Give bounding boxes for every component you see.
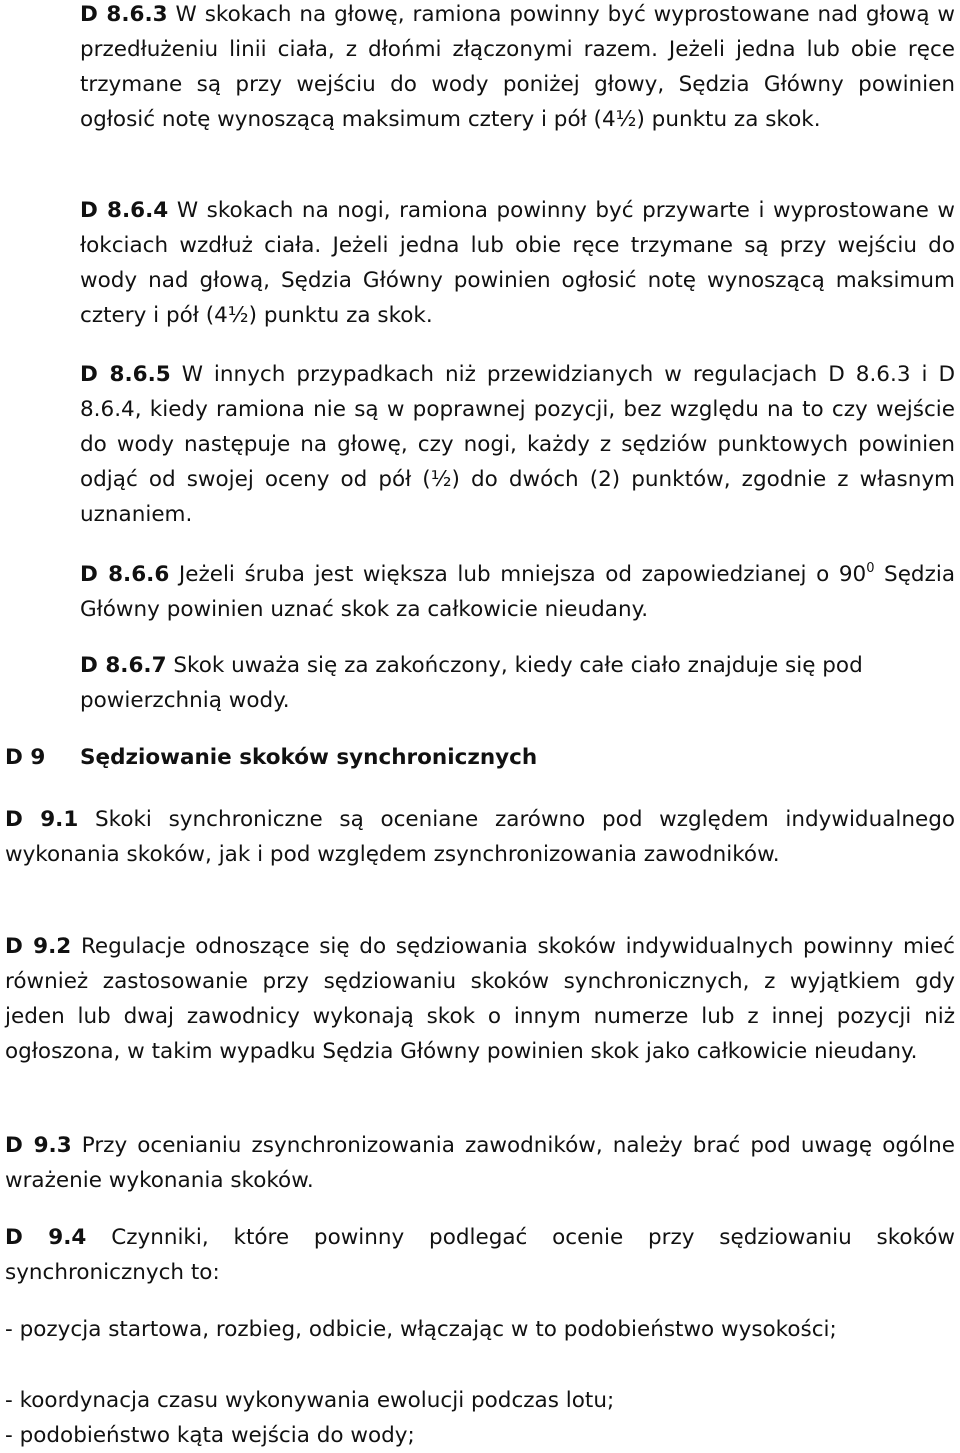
section-text: Skok uważa się za zakończony, kiedy całe ciało znajduje się pod powierzchnią wody. bbox=[80, 653, 863, 713]
paragraph-d8-6-4 bbox=[80, 193, 955, 333]
heading-title: Sędziowanie skoków synchronicznych bbox=[80, 745, 538, 770]
section-text: Skoki synchroniczne są oceniane zarówno pod względem indywidualnego wykonania skoków, jak i pod względem zsynchronizowania zawodników. bbox=[5, 807, 956, 867]
paragraph-d8-6-3 bbox=[80, 0, 955, 137]
paragraph-d9-4 bbox=[5, 1220, 955, 1290]
section-text: Czynniki, które powinny podlegać ocenie przy sędziowaniu skoków synchronicznych to: bbox=[5, 1225, 955, 1285]
section-text: Przy ocenianiu zsynchronizowania zawodników, należy brać pod uwagę ogólne wrażenie wykonania skoków. bbox=[5, 1133, 955, 1193]
paragraph-d9-1 bbox=[5, 802, 955, 872]
paragraph-d9-2 bbox=[5, 929, 955, 1069]
heading-code: D 9 bbox=[5, 745, 46, 770]
section-text: W innych przypadkach niż przewidzianych w regulacjach D 8.6.3 i D 8.6.4, kiedy ramiona nie są w poprawnej pozycji, bez względu na to czy wejście do wody następuje na głowę, czy nogi, każdy z sędziów punktowych powinien odjąć od swojej oceny od pół (½) do dwóch (2) punktów, zgodnie z własnym uznaniem. bbox=[80, 362, 956, 527]
section-code: D 9.4 bbox=[5, 1225, 87, 1250]
list-item: - podobieństwo kąta wejścia do wody; bbox=[5, 1423, 415, 1448]
section-text: Regulacje odnoszące się do sędziowania skoków indywidualnych powinny mieć również zastosowanie przy sędziowaniu skoków synchronicznych, z wyjątkiem gdy jeden lub dwaj zawodnicy wykonają skok o innym numerze lub z innej pozycji niż ogłoszona, w takim wypadku Sędzia Główny powinien skok jako całkowicie nieudany. bbox=[5, 934, 956, 1064]
section-code: D 8.6.4 bbox=[80, 198, 169, 223]
superscript-degree: 0 bbox=[866, 561, 875, 576]
list-item: - koordynacja czasu wykonywania ewolucji podczas lotu; bbox=[5, 1388, 615, 1413]
section-code: D 8.6.5 bbox=[80, 362, 171, 387]
paragraph-d8-6-7 bbox=[80, 648, 955, 718]
section-code: D 8.6.7 bbox=[80, 653, 167, 678]
section-code: D 9.3 bbox=[5, 1133, 72, 1158]
section-text: Jeżeli śruba jest większa lub mniejsza od zapowiedzianej o 90 bbox=[169, 562, 867, 587]
paragraph-d9-3 bbox=[5, 1128, 955, 1198]
section-text: W skokach na nogi, ramiona powinny być przywarte i wyprostowane w łokciach wzdłuż ciała. Jeżeli jedna lub obie ręce trzymane są przy wejściu do wody nad głową, Sędzia Główny powinien ogłosić notę wynoszącą maksimum cztery i pół (4½) punktu za skok. bbox=[80, 198, 956, 328]
section-code: D 9.1 bbox=[5, 807, 79, 832]
list-item: - pozycja startowa, rozbieg, odbicie, włączając w to podobieństwo wysokości; bbox=[5, 1317, 837, 1342]
section-code: D 8.6.3 bbox=[80, 2, 168, 27]
paragraph-d8-6-5 bbox=[80, 357, 955, 532]
paragraph-d8-6-6 bbox=[80, 557, 955, 627]
section-text-after: Sędzia Główny powinien uznać skok za całkowicie nieudany. bbox=[80, 562, 956, 622]
section-text: W skokach na głowę, ramiona powinny być wyprostowane nad głową w przedłużeniu linii ciała, z dłońmi złączonymi razem. Jeżeli jedna lub obie ręce trzymane są przy wejściu do wody poniżej głowy, Sędzia Główny powinien ogłosić notę wynoszącą maksimum cztery i pół (4½) punktu za skok. bbox=[80, 2, 955, 132]
section-code: D 8.6.6 bbox=[80, 562, 170, 587]
section-code: D 9.2 bbox=[5, 934, 72, 959]
